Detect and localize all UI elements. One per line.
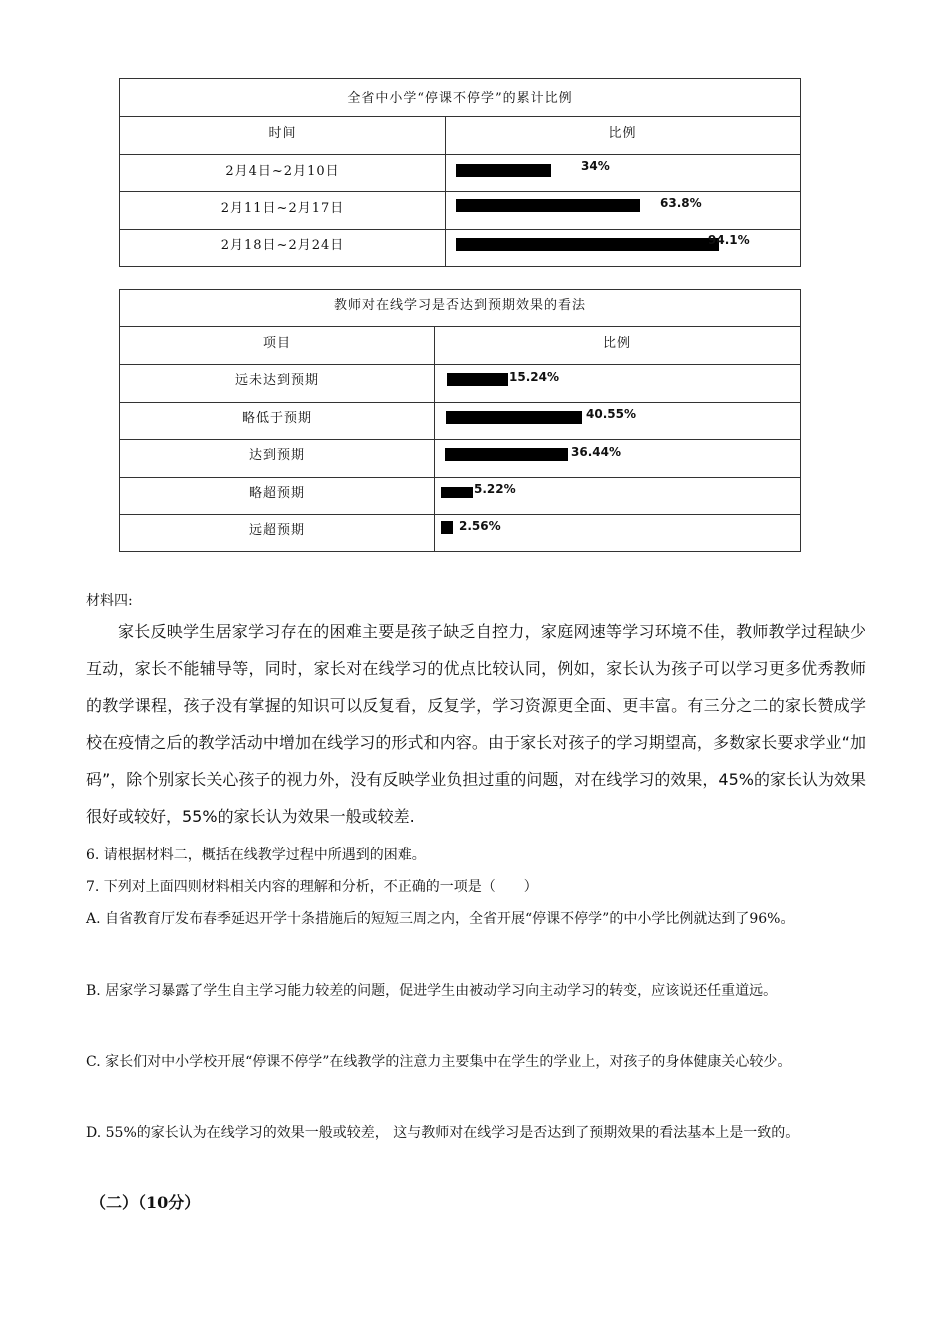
ratio-value: 63.8% — [660, 196, 702, 210]
ratio-value: 15.24% — [509, 370, 559, 384]
question-6: 6. 请根据材料二，概括在线教学过程中所遇到的困难。 — [86, 847, 426, 863]
ratio-bar — [456, 164, 551, 177]
row-label: 达到预期 — [248, 448, 305, 463]
table-stay-home-ratio — [119, 78, 801, 267]
row-label: 远未达到预期 — [234, 373, 319, 388]
column-header-time: 时间 — [268, 126, 297, 141]
column-header-ratio: 比例 — [608, 126, 637, 141]
option-a: A. 自省教育厅发布春季延迟开学十条措施后的短短三周之内，全省开展“停课不停学”的中小学比例就达到了96%。 — [86, 911, 795, 927]
table-teacher-opinion — [119, 289, 801, 552]
row-label: 2月11日~2月17日 — [220, 201, 345, 216]
row-label: 2月18日~2月24日 — [220, 238, 345, 253]
question-7: 7. 下列对上面四则材料相关内容的理解和分析，不正确的一项是（ ） — [86, 879, 538, 895]
option-d: D. 55%的家长认为在线学习的效果一般或较差， 这与教师对在线学习是否达到了预期效果的看法基本上是一致的。 — [86, 1125, 800, 1141]
material-paragraph: 家长反映学生居家学习存在的困难主要是孩子缺乏自控力，家庭网速等学习环境不佳，教师教学过程缺少互动，家长不能辅导等，同时，家长对在线学习的优点比较认同，例如，家长认为孩子可以学习更多优秀教师的教学课程，孩子没有掌握的知识可以反复看，反复学，学习资源更全面、更丰富。有三分之二的家长赞成学校在疫情之后的教学活动中增加在线学习的形式和内容。由于家长对孩子的学习期望高，多数家长要求学业“加码”，除个别家长关心孩子的视力外，没有反映学业负担过重的问题，对在线学习的效果，45%的家长认为效果很好或较好，55%的家长认为效果一般或较差. — [86, 622, 866, 826]
option-b: B. 居家学习暴露了学生自主学习能力较差的问题，促进学生由被动学习向主动学习的转变，应该说还任重道远。 — [86, 983, 778, 999]
ratio-bar — [446, 411, 582, 424]
table-title: 全省中小学“停课不停学”的累计比例 — [347, 91, 573, 106]
row-label: 略低于预期 — [241, 411, 312, 426]
ratio-value: 5.22% — [474, 482, 516, 496]
ratio-value: 36.44% — [571, 445, 621, 459]
ratio-value: 2.56% — [459, 519, 501, 533]
row-label: 2月4日~2月10日 — [225, 164, 340, 179]
ratio-value: 40.55% — [586, 407, 636, 421]
row-label: 略超预期 — [248, 486, 305, 501]
ratio-bar — [441, 521, 453, 534]
option-c: C. 家长们对中小学校开展“停课不停学”在线教学的注意力主要集中在学生的学业上，对孩子的身体健康关心较少。 — [86, 1054, 792, 1070]
ratio-value: 34% — [581, 159, 610, 173]
ratio-bar — [445, 448, 568, 461]
row-label: 远超预期 — [248, 523, 305, 538]
ratio-bar — [441, 487, 473, 498]
ratio-value: 94.1% — [708, 233, 750, 247]
column-header-item: 项目 — [262, 336, 291, 351]
section-heading: （二）（10分） — [90, 1193, 201, 1212]
material-heading: 材料四: — [86, 593, 133, 609]
ratio-bar — [456, 199, 640, 212]
ratio-bar — [456, 238, 719, 251]
ratio-bar — [447, 373, 508, 386]
column-header-ratio: 比例 — [602, 336, 631, 351]
table-title: 教师对在线学习是否达到预期效果的看法 — [333, 298, 586, 313]
